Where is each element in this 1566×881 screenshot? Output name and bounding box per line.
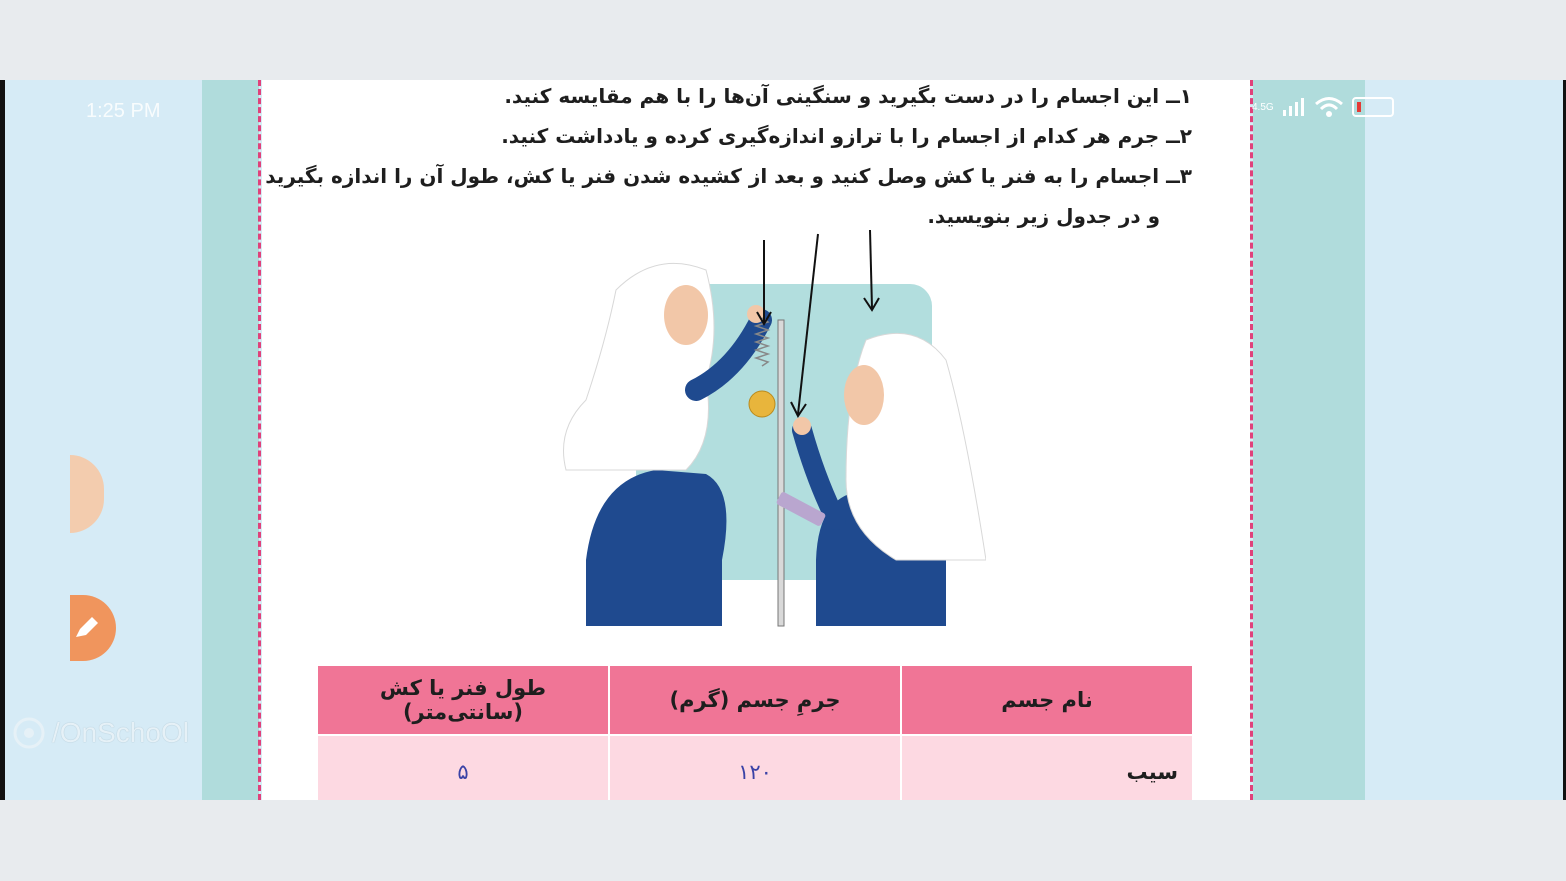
screen-edge-left bbox=[0, 80, 5, 800]
cell-mass: ۱۲۰ bbox=[609, 735, 901, 800]
pencil-icon bbox=[72, 613, 102, 643]
app-logo-icon bbox=[12, 716, 46, 750]
top-letterbox bbox=[0, 0, 1566, 80]
watermark bbox=[12, 716, 189, 750]
signal-icon bbox=[1282, 98, 1306, 116]
status-time: 1:25 PM bbox=[86, 100, 161, 122]
student-right-face bbox=[844, 365, 884, 425]
right-dashed-border bbox=[1250, 80, 1253, 800]
table-header-row bbox=[317, 665, 1193, 735]
textbook-page bbox=[262, 80, 1250, 800]
cell-length: ۵ bbox=[317, 735, 609, 800]
right-teal-strip bbox=[1253, 80, 1365, 800]
apple-icon bbox=[749, 391, 775, 417]
student-left-body bbox=[586, 470, 726, 626]
left-dashed-border bbox=[258, 80, 261, 800]
col-header-mass: جرمِ جسم (گرم) bbox=[609, 665, 901, 735]
left-teal-strip bbox=[202, 80, 259, 800]
status-icons bbox=[1252, 96, 1394, 118]
bottom-letterbox bbox=[0, 800, 1566, 881]
illustration-students-measuring-spring bbox=[546, 230, 986, 630]
wifi-icon bbox=[1314, 96, 1344, 118]
watermark-text: /OnSchoOl bbox=[52, 717, 189, 748]
student-left-face bbox=[664, 285, 708, 345]
question-3-continued: و در جدول زیر بنویسید. bbox=[927, 204, 1160, 228]
video-frame[interactable] bbox=[0, 80, 1566, 800]
cell-object-name: سیب bbox=[901, 735, 1193, 800]
col-header-object-name: نام جسم bbox=[901, 665, 1193, 735]
question-2: ۲ــ جرم هر کدام از اجسام را با ترازو اندازه‌گیری کرده و یادداشت کنید. bbox=[501, 124, 1192, 148]
table-row bbox=[317, 735, 1193, 800]
ruler-icon bbox=[778, 320, 784, 626]
question-1: ۱ــ این اجسام را در دست بگیرید و سنگینی آن‌ها را با هم مقایسه کنید. bbox=[504, 84, 1192, 108]
network-label: 4.5G bbox=[1252, 101, 1274, 113]
battery-icon bbox=[1352, 97, 1394, 117]
measurement-table bbox=[316, 664, 1194, 800]
col-header-length: طول فنر یا کش (سانتی‌متر) bbox=[317, 665, 609, 735]
question-3: ۳ــ اجسام را به فنر یا کش وصل کنید و بعد از کشیده شدن فنر یا کش، طول آن را اندازه بگیرید bbox=[265, 164, 1192, 188]
right-margin bbox=[1365, 80, 1563, 800]
left-margin bbox=[5, 80, 202, 800]
